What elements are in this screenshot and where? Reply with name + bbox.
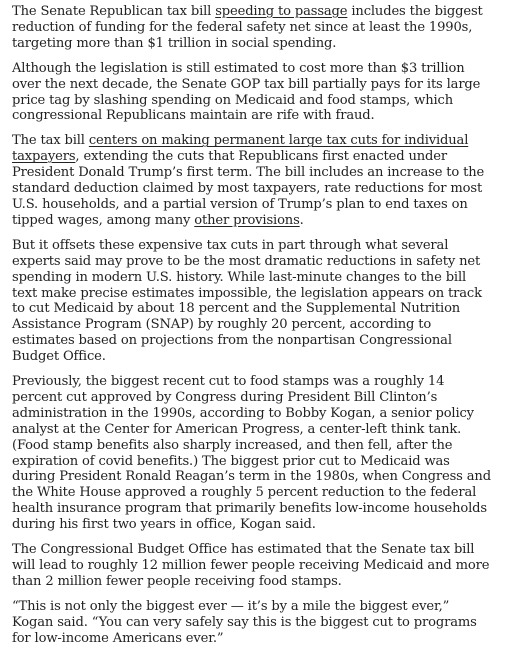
paragraph-7-text: “This is not only the biggest ever — it’s by a mile the biggest ever,” Kogan said. “You can very safely say this is the biggest cut to programs for low-income Americans ever.” [12,598,477,646]
speeding-to-passage-link[interactable]: speeding to passage [215,4,348,19]
paragraph-6 [12,542,492,590]
paragraph-3-text: , extending the cuts that Republicans first enacted under President Donald Trump’s first term. The bill includes an increase to the standard deduction claimed by most taxpayers, rate reductions for most U.S. households, and a partial version of Trump’s plan to end taxes on tipped wages, among many [12,149,485,228]
tax-cuts-link[interactable]: centers on making permanent large tax cuts for individual taxpayers [12,133,469,165]
paragraph-6-text: The Congressional Budget Office has estimated that the Senate tax bill will lead to roughly 12 million fewer people receiving Medicaid and more than 2 million fewer people receiving food stamps. [12,542,490,589]
paragraph-5-text: Previously, the biggest recent cut to food stamps was a roughly 14 percent cut approved by Congress during President Bill Clinton’s administration in the 1990s, according to Bobby Kogan, a senior policy analyst at the Center for American Progress, a center-left think tank. (Food stamp benefits also sharply increased, and then fell, after the expiration of covid benefits.) The biggest prior cut to Medicaid was during President Ronald Reagan’s term in the 1980s, when Congress and the White House approved a roughly 5 percent reduction to the federal health insurance program that primarily benefits low-income households during his first two years in office, Kogan said. [12,374,491,533]
paragraph-1 [12,4,492,52]
paragraph-4-text: But it offsets these expensive tax cuts in part through what several experts said may prove to be the most dramatic reductions in safety net spending in modern U.S. history. While last-minute changes to the bill text make precise estimates impossible, the legislation appears on track to cut Medicaid by about 18 percent and the Supplemental Nutrition Assistance Program (SNAP) by roughly 20 percent, according to estimates based on projections from the nonpartisan Congressional Budget Office. [12,237,482,365]
paragraph-4 [12,238,492,365]
paragraph-1-text: The Senate Republican tax bill [12,4,216,19]
paragraph-2-text: Although the legislation is still estimated to cost more than $3 trillion over the next decade, the Senate GOP tax bill partially pays for its large price tag by slashing spending on Medicaid and food stamps, which congressional Republicans maintain are rife with fraud. [12,60,481,124]
other-provisions-link[interactable]: other provisions [194,212,300,228]
paragraph-3-text: The tax bill [12,133,89,149]
paragraph-2 [12,61,492,125]
article-body [12,4,492,656]
paragraph-3 [12,133,492,228]
paragraph-7 [12,599,492,647]
paragraph-5 [12,374,492,533]
paragraph-3-text: . [299,212,304,228]
paragraph-1-text: includes the biggest reduction of funding for the federal safety net since at least the 1990s, targeting more than $1 trillion in social spending. [12,4,483,51]
